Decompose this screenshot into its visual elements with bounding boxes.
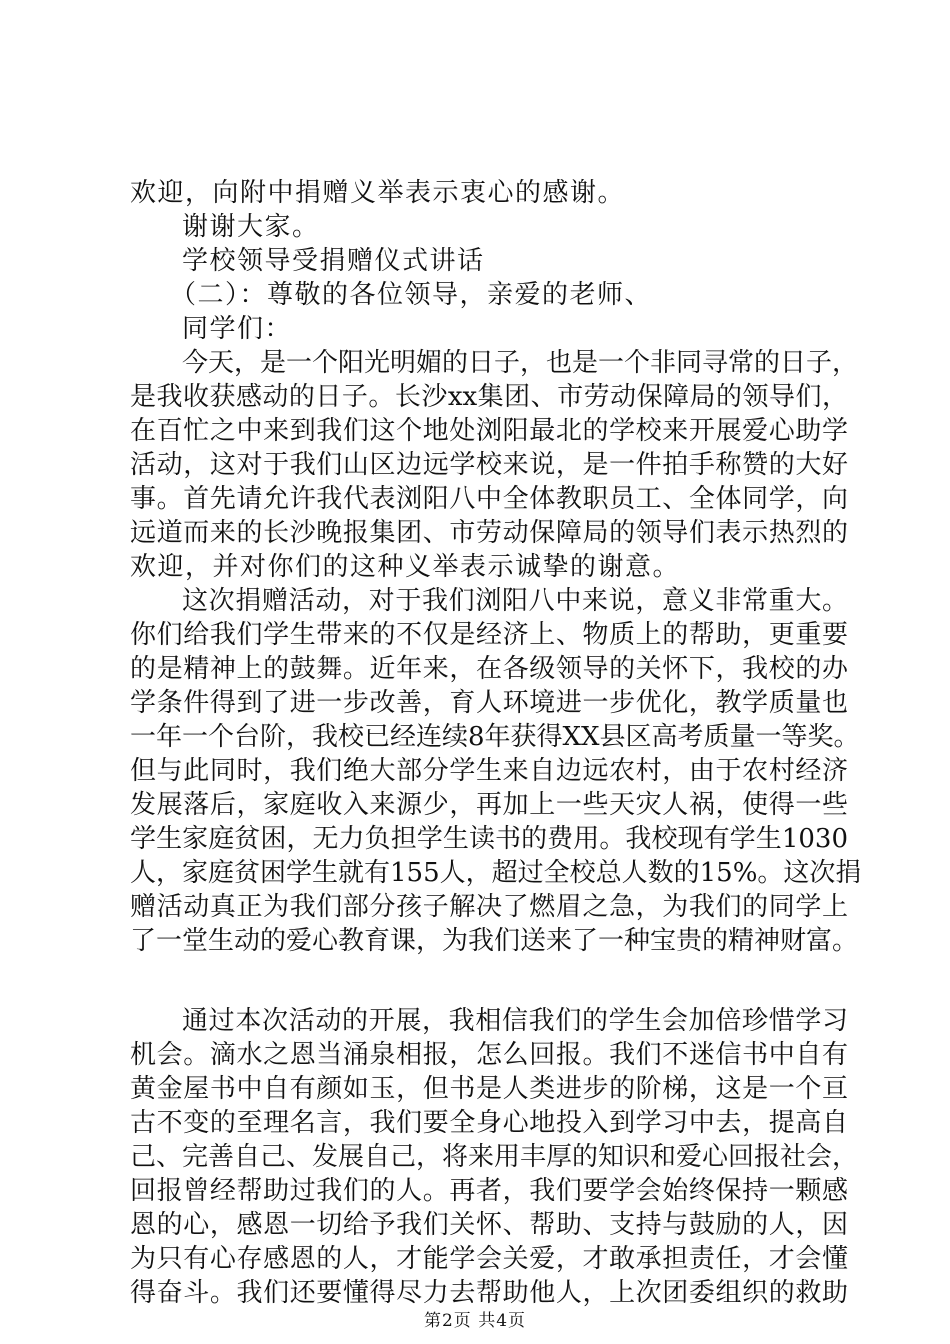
text-line: 欢迎，并对你们的这种义举表示诚挚的谢意。 xyxy=(130,552,681,582)
page-footer: 第2页 共4页 xyxy=(423,1311,527,1331)
text-line: 在百忙之中来到我们这个地处浏阳最北的学校来开展爱心助学 xyxy=(130,416,848,446)
text-line: 远道而来的长沙晚报集团、市劳动保障局的领导们表示热烈的 xyxy=(130,518,848,548)
text-line: 赠活动真正为我们部分孩子解决了燃眉之急，为我们的同学上 xyxy=(130,892,848,922)
text-line: 但与此同时，我们绝大部分学生来自边远农村，由于农村经济 xyxy=(130,756,848,786)
text-line: 是我收获感动的日子。长沙xx集团、市劳动保障局的领导们， xyxy=(130,382,848,412)
text-line: 机会。滴水之恩当涌泉相报，怎么回报。我们不迷信书中自有 xyxy=(130,1040,848,1070)
text-line: 为只有心存感恩的人，才能学会关爱，才敢承担责任，才会懂 xyxy=(130,1244,848,1274)
text-line: 发展落后，家庭收入来源少，再加上一些天灾人祸，使得一些 xyxy=(130,790,848,820)
text-line: 欢迎，向附中捐赠义举表示衷心的感谢。 xyxy=(130,178,626,208)
text-line: 学条件得到了进一步改善，育人环境进一步优化，教学质量也 xyxy=(130,688,848,718)
heading-line: 学校领导受捐赠仪式讲话 xyxy=(182,246,485,276)
text-line: 了一堂生动的爱心教育课，为我们送来了一种宝贵的精神财富。 xyxy=(130,926,859,956)
text-line: 今天，是一个阳光明媚的日子，也是一个非同寻常的日子， xyxy=(182,348,859,378)
text-line: 学生家庭贫困，无力负担学生读书的费用。我校现有学生1030 xyxy=(130,824,848,854)
text-line: 一年一个台阶，我校已经连续8年获得XX县区高考质量一等奖。 xyxy=(130,722,860,752)
text-line: 得奋斗。我们还要懂得尽力去帮助他人，上次团委组织的救助 xyxy=(130,1278,848,1308)
text-line: 同学们： xyxy=(182,314,293,344)
text-line: 己、完善自己、发展自己，将来用丰厚的知识和爱心回报社会， xyxy=(130,1142,859,1172)
text-line: 恩的心，感恩一切给予我们关怀、帮助、支持与鼓励的人，因 xyxy=(130,1210,848,1240)
text-line: 回报曾经帮助过我们的人。再者，我们要学会始终保持一颗感 xyxy=(130,1176,848,1206)
text-line: 谢谢大家。 xyxy=(182,212,320,242)
text-line: 的是精神上的鼓舞。近年来，在各级领导的关怀下，我校的办 xyxy=(130,654,848,684)
text-line: 通过本次活动的开展，我相信我们的学生会加倍珍惜学习 xyxy=(182,1006,848,1036)
text-line: 你们给我们学生带来的不仅是经济上、物质上的帮助，更重要 xyxy=(130,620,848,650)
text-line: 这次捐赠活动，对于我们浏阳八中来说，意义非常重大。 xyxy=(182,586,848,616)
text-line: （二）：尊敬的各位领导，亲爱的老师、 xyxy=(170,280,653,310)
text-line: 事。首先请允许我代表浏阳八中全体教职员工、全体同学，向 xyxy=(130,484,848,514)
text-line: 活动，这对于我们山区边远学校来说，是一件拍手称赞的大好 xyxy=(130,450,848,480)
text-line: 古不变的至理名言，我们要全身心地投入到学习中去，提高自 xyxy=(130,1108,848,1138)
text-line: 黄金屋书中自有颜如玉，但书是人类进步的阶梯，这是一个亘 xyxy=(130,1074,848,1104)
text-line: 人，家庭贫困学生就有155人，超过全校总人数的15%。这次捐 xyxy=(130,858,862,888)
